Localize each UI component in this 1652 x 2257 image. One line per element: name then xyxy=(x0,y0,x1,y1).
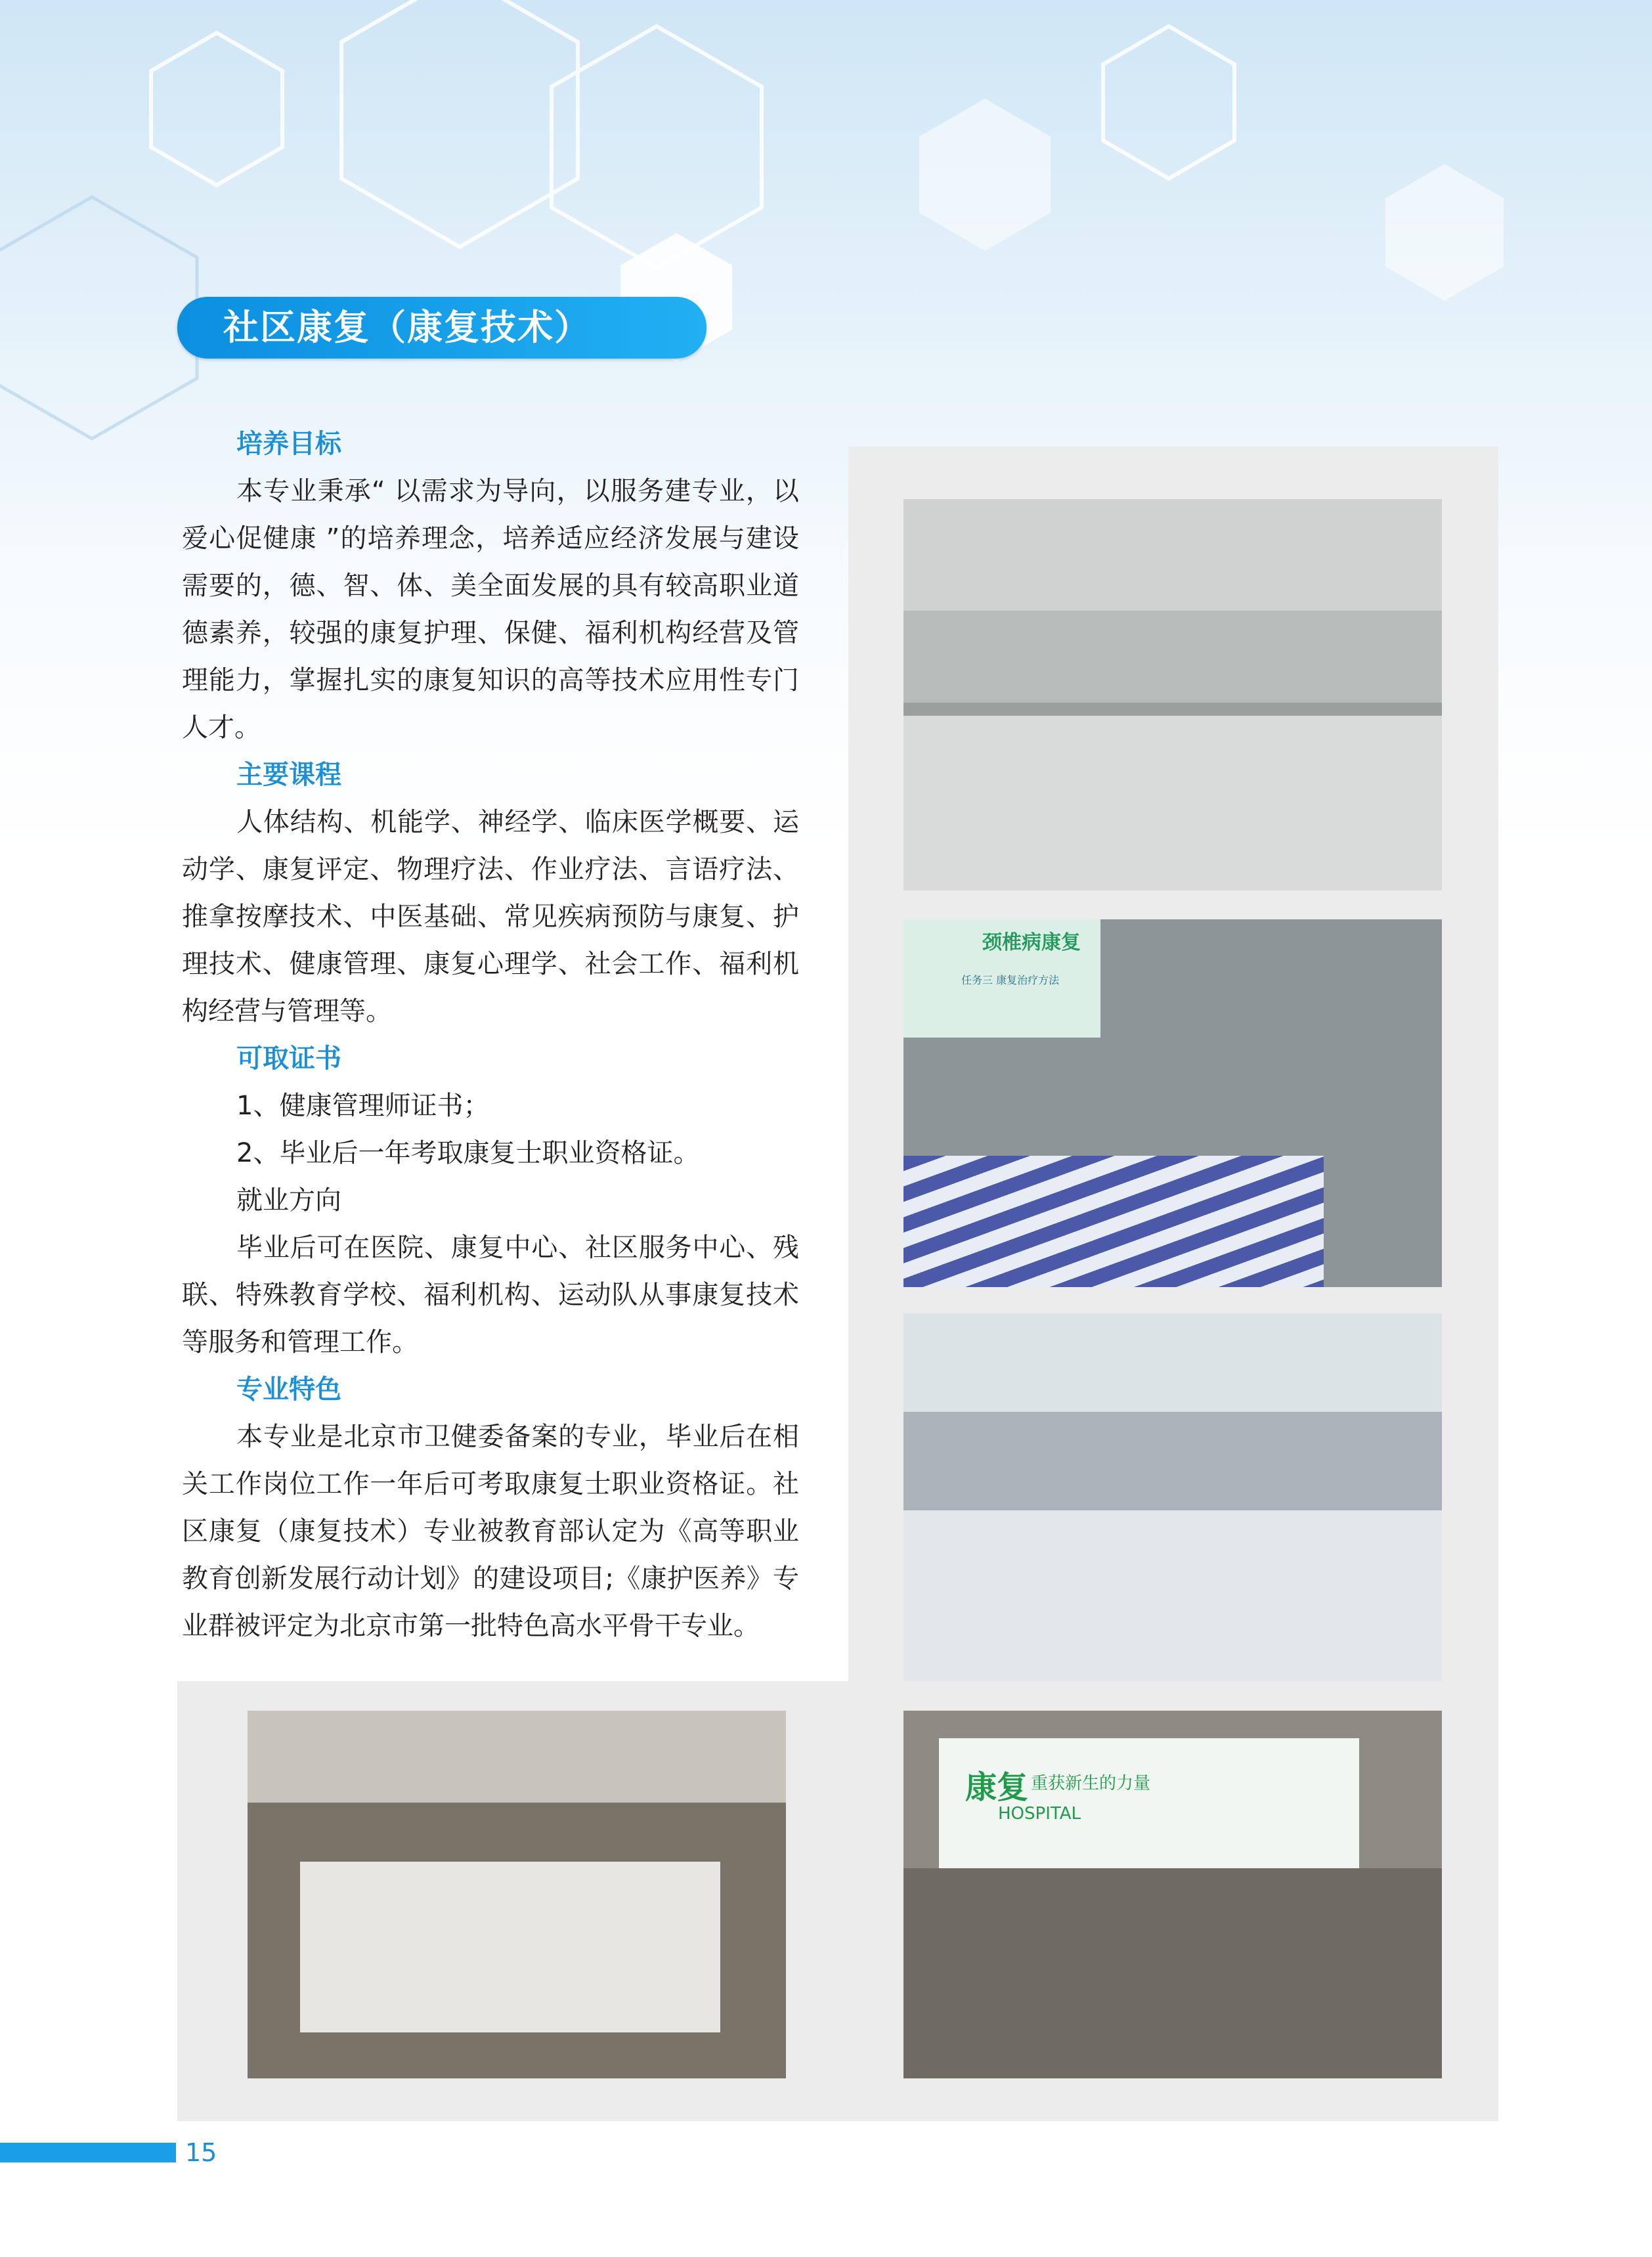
ward-ceiling xyxy=(903,1313,1442,1412)
slide-title: 颈椎病康复 xyxy=(982,931,1081,954)
section-title: 社区康复（康复技术） xyxy=(223,307,591,348)
photo-group-hospital xyxy=(248,1711,786,2078)
paragraph-training-goal: 本专业秉承“ 以需求为导向，以服务建专业，以爱心促健康 ”的培养理念，培养适应经济发展与建设需要的，德、智、体、美全面发展的具有较高职业道德素养，较强的康复护理、保健、福利机构经营及管理能力，掌握扎实的康复知识的高等技术应用性专门人才。 xyxy=(182,476,799,743)
photo-treatment-ward xyxy=(903,1313,1442,1681)
group-banner-people xyxy=(903,1868,1442,2078)
photo-cervical-rehab xyxy=(903,919,1442,1287)
projection-screen xyxy=(903,919,1100,1038)
heading-training-goal: 培养目标 xyxy=(236,429,341,459)
heading-career: 就业方向 xyxy=(236,1185,341,1216)
group-photo-white-coats xyxy=(300,1862,720,2032)
banner-text: 重获新生的力量 xyxy=(1031,1774,1151,1793)
main-text-column xyxy=(182,420,799,1650)
photo-classroom-table xyxy=(903,611,1442,703)
striped-patient-gown xyxy=(903,1156,1324,1287)
hexagon-background xyxy=(0,0,1652,460)
paragraph-main-courses: 人体结构、机能学、神经学、临床医学概要、运动学、康复评定、物理疗法、作业疗法、言语疗法、推拿按摩技术、中医基础、常见疾病预防与康复、护理技术、健康管理、康复心理学、社会工作、福利机构经营与管理等。 xyxy=(182,807,799,1026)
photo-classroom-wall xyxy=(903,499,1442,611)
page-number: 15 xyxy=(185,2138,217,2167)
banner-main: 康复 xyxy=(965,1769,1029,1806)
heading-main-courses: 主要课程 xyxy=(236,760,341,790)
group-photo-ceiling xyxy=(248,1711,786,1803)
photo-group-banner xyxy=(903,1711,1442,2078)
heading-certificates: 可取证书 xyxy=(236,1043,341,1074)
page-number-bar xyxy=(0,2143,176,2162)
certificate-item: 1、健康管理师证书； xyxy=(236,1091,490,1121)
photo-classroom xyxy=(903,499,1442,890)
slide-subtitle: 任务三 康复治疗方法 xyxy=(961,974,1060,986)
banner-latin: HOSPITAL xyxy=(998,1804,1081,1824)
section-title-bar xyxy=(177,297,706,359)
paragraph-career: 毕业后可在医院、康复中心、社区服务中心、残联、特殊教育学校、福利机构、运动队从事康复技术等服务和管理工作。 xyxy=(182,1233,799,1357)
photo-classroom-student-coats xyxy=(903,716,1442,890)
heading-features: 专业特色 xyxy=(236,1374,341,1405)
certificate-item: 2、毕业后一年考取康复士职业资格证。 xyxy=(236,1138,700,1168)
ward-beds xyxy=(903,1510,1442,1681)
paragraph-features: 本专业是北京市卫健委备案的专业，毕业后在相关工作岗位工作一年后可考取康复士职业资格证。社区康复（康复技术）专业被教育部认定为《高等职业教育创新发展行动计划》的建设项目;《康护医养》专业群被评定为北京市第一批特色高水平骨干专业。 xyxy=(182,1422,799,1641)
